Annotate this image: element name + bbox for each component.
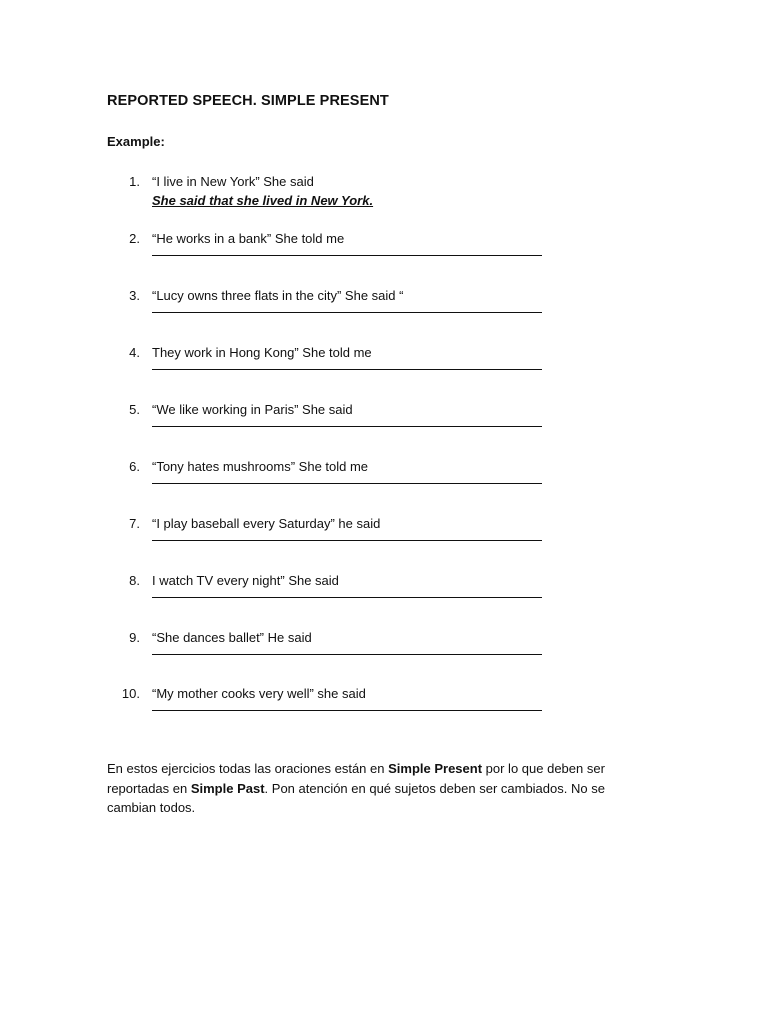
example-answer: She said that she lived in New York. [152, 193, 374, 208]
instructions-text: . Pon atención en qué sujetos deben ser cambiados. No se cambian todos. [107, 780, 605, 815]
instructions-paragraph [107, 759, 647, 818]
page-title: REPORTED SPEECH. SIMPLE PRESENT [107, 93, 389, 109]
answer-line[interactable] [152, 710, 542, 711]
answer-line[interactable] [152, 654, 542, 655]
exercise-prompt: “Lucy owns three flats in the city” She said “ [152, 288, 404, 303]
exercise-prompt: They work in Hong Kong” She told me [152, 345, 372, 360]
instructions-text: por lo que deben ser reportadas en [107, 761, 605, 796]
exercise-prompt: “She dances ballet” He said [152, 630, 312, 645]
exercise-prompt: “We like working in Paris” She said [152, 402, 353, 417]
exercise-prompt: I watch TV every night” She said [152, 573, 339, 588]
exercise-prompt: “He works in a bank” She told me [152, 231, 345, 246]
exercise-number: 1. [129, 174, 140, 189]
answer-line[interactable] [152, 540, 542, 541]
answer-line[interactable] [152, 597, 542, 598]
exercise-number: 3. [129, 288, 140, 303]
exercise-number: 10. [121, 686, 140, 701]
exercise-number: 4. [129, 345, 140, 360]
exercise-number: 2. [129, 231, 140, 246]
exercise-number: 9. [129, 630, 140, 645]
exercise-number: 5. [129, 402, 140, 417]
answer-line[interactable] [152, 426, 542, 427]
exercise-prompt: “Tony hates mushrooms” She told me [152, 459, 369, 474]
exercise-prompt: “I play baseball every Saturday” he said [152, 516, 381, 531]
answer-line[interactable] [152, 483, 542, 484]
exercise-number: 7. [129, 516, 140, 531]
answer-line[interactable] [152, 255, 542, 256]
instructions-emphasis: Simple Past [190, 780, 265, 796]
answer-line[interactable] [152, 312, 542, 313]
exercise-prompt: “My mother cooks very well” she said [152, 686, 366, 701]
exercise-prompt: “I live in New York” She said [152, 174, 314, 189]
exercise-number: 6. [129, 459, 140, 474]
answer-line[interactable] [152, 369, 542, 370]
instructions-emphasis: Simple Present [388, 761, 483, 776]
example-label: Example: [107, 134, 165, 149]
instructions-text: En estos ejercicios todas las oraciones están en [107, 761, 389, 776]
exercise-number: 8. [129, 573, 140, 588]
